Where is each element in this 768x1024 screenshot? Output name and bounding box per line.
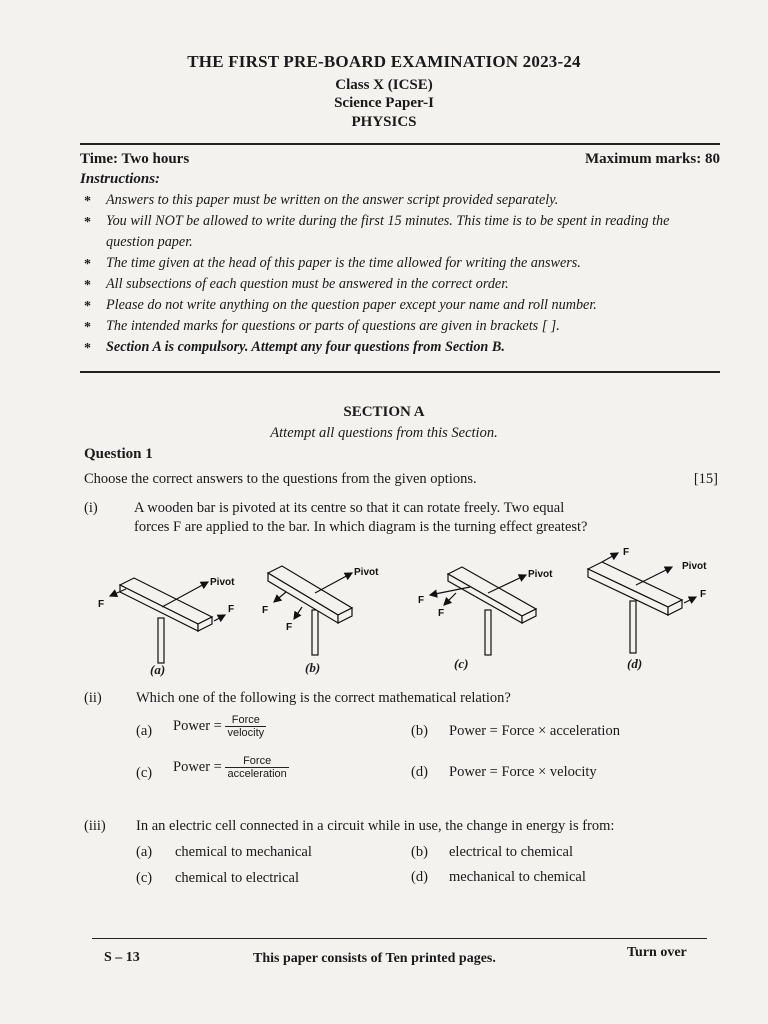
instruction-item: * Answers to this paper must be written on the answer script provided separately. <box>84 190 724 211</box>
option-text: chemical to electrical <box>175 870 299 886</box>
option-label: (a) <box>136 844 153 860</box>
fraction <box>225 755 288 780</box>
exam-title: THE FIRST PRE-BOARD EXAMINATION 2023-24 <box>187 52 581 71</box>
header-rule <box>80 143 720 145</box>
option-formula <box>173 755 289 780</box>
part-text: In an electric cell connected in a circuit while in use, the change in energy is from: <box>136 818 615 834</box>
force-label: F <box>623 547 630 558</box>
option-c-label: (c) <box>454 656 469 671</box>
instruction-item: * You will NOT be allowed to write during the first 15 minutes. This time is to be spent in reading the question paper. <box>84 211 706 253</box>
option-text: mechanical to chemical <box>449 869 586 885</box>
option-a-label: (a) <box>150 662 166 677</box>
instructions-list <box>84 190 724 358</box>
footer-rule <box>92 938 707 939</box>
instructions-heading: Instructions: <box>80 171 161 187</box>
fraction-numerator: Force <box>225 755 288 768</box>
question-marks: [15] <box>693 471 718 487</box>
paper-label: Science Paper-I <box>334 95 434 111</box>
turn-over: Turn over <box>627 945 687 960</box>
instruction-item: * Section A is compulsory. Attempt any four questions from Section B. <box>84 337 724 358</box>
pivot-diagrams <box>90 545 720 680</box>
fraction-denominator: acceleration <box>227 768 287 780</box>
fraction <box>225 714 266 739</box>
part-number: (i) <box>84 500 98 516</box>
formula-lhs: Power = <box>173 717 222 734</box>
pages-note: This paper consists of Ten printed pages. <box>253 951 496 966</box>
paper-code: S – 13 <box>104 950 140 965</box>
option-b-label: (b) <box>305 660 321 675</box>
force-label: F <box>262 605 269 616</box>
formula-lhs: Power = <box>173 758 222 775</box>
section-title: SECTION A <box>343 404 425 420</box>
fraction-denominator: velocity <box>227 727 265 739</box>
part-text: Which one of the following is the correct mathematical relation? <box>136 690 511 706</box>
option-label: (d) <box>411 869 428 885</box>
part-number: (ii) <box>84 690 102 706</box>
instruction-item: * All subsections of each question must be answered in the correct order. <box>84 274 724 295</box>
option-text: Power = Force × acceleration <box>449 723 620 739</box>
option-label: (a) <box>136 723 153 739</box>
option-label: (b) <box>411 844 428 860</box>
diagram-a <box>98 577 235 663</box>
pivot-label: Pivot <box>354 567 379 578</box>
instruction-item: * Please do not write anything on the question paper except your name and roll number. <box>84 295 724 316</box>
part-text: forces F are applied to the bar. In which diagram is the turning effect greatest? <box>134 519 588 535</box>
instruction-item: * The intended marks for questions or parts of questions are given in brackets [ ]. <box>84 316 724 337</box>
force-label: F <box>438 608 445 619</box>
option-label: (d) <box>411 764 428 780</box>
pivot-label: Pivot <box>528 569 553 580</box>
instruction-item: * The time given at the head of this paper is the time allowed for writing the answers. <box>84 253 724 274</box>
pivot-label: Pivot <box>682 561 707 572</box>
time-label: Time: Two hours <box>80 151 190 167</box>
option-text: chemical to mechanical <box>175 844 312 860</box>
option-text: Power = Force × velocity <box>449 764 597 780</box>
diagram-d <box>588 547 707 653</box>
part-number: (iii) <box>84 818 106 834</box>
pivot-label: Pivot <box>210 577 235 588</box>
force-label: F <box>228 604 235 615</box>
question-label: Question 1 <box>84 446 153 462</box>
section-subtitle: Attempt all questions from this Section. <box>270 425 498 441</box>
force-label: F <box>286 622 293 633</box>
option-label: (b) <box>411 723 428 739</box>
fraction-numerator: Force <box>225 714 266 727</box>
option-text: electrical to chemical <box>449 844 573 860</box>
option-label: (c) <box>136 765 153 781</box>
question-prompt: Choose the correct answers to the questions from the given options. <box>84 471 477 487</box>
class-label: Class X (ICSE) <box>335 77 433 93</box>
instructions-rule <box>80 371 720 373</box>
option-d-label: (d) <box>627 656 643 671</box>
max-marks-label: Maximum marks: 80 <box>585 151 720 167</box>
subject-label: PHYSICS <box>351 114 417 130</box>
diagram-c <box>418 567 553 655</box>
force-label: F <box>418 595 425 606</box>
force-label: F <box>700 589 707 600</box>
force-label: F <box>98 599 105 610</box>
option-formula <box>173 714 266 739</box>
part-text: A wooden bar is pivoted at its centre so that it can rotate freely. Two equal <box>134 500 565 516</box>
diagram-b <box>262 566 379 655</box>
option-label: (c) <box>136 870 153 886</box>
